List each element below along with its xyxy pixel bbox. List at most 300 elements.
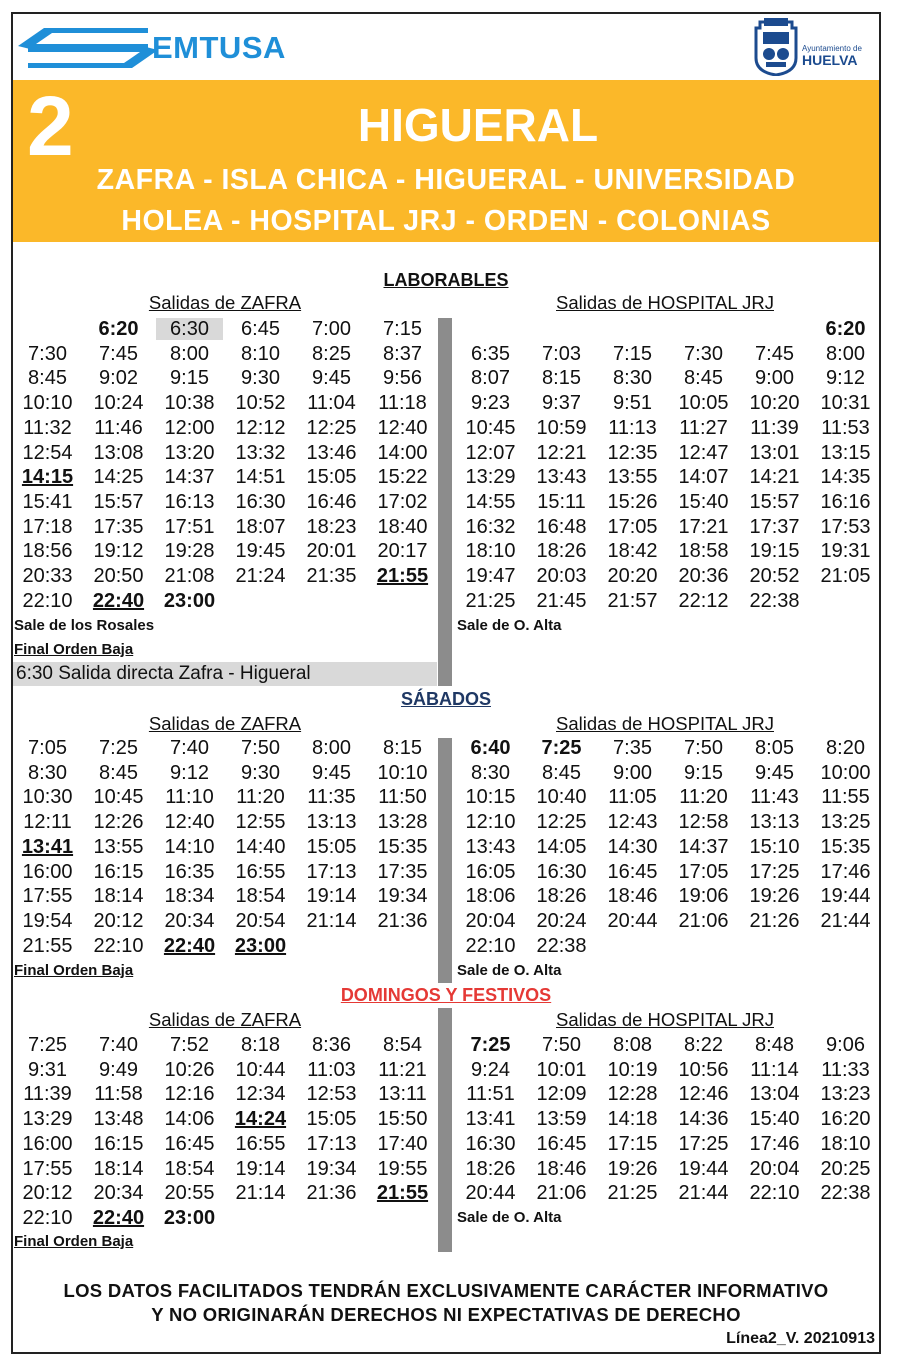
- departure-time: 12:28: [607, 1083, 658, 1106]
- departure-time: 9:00: [755, 367, 794, 390]
- departure-time: 21:24: [235, 565, 286, 587]
- departure-time: 22:38: [536, 934, 587, 957]
- departure-time: 11:39: [23, 1083, 72, 1106]
- departure-time: 15:57: [93, 490, 144, 513]
- departure-time: 16:00: [22, 1132, 73, 1155]
- note-final-orden-baja: Final Orden Baja: [14, 641, 134, 658]
- departure-time: 17:25: [678, 1132, 729, 1155]
- departure-time: 23:00: [163, 1206, 216, 1229]
- timetable-row: [12, 589, 438, 613]
- departure-time: 12:12: [235, 416, 286, 439]
- departure-time: 11:53: [821, 416, 870, 439]
- departure-time: 8:15: [383, 737, 422, 759]
- departure-time: 8:22: [684, 1034, 723, 1056]
- departure-time: 9:45: [312, 367, 351, 390]
- route-line-1: ZAFRA - ISLA CHICA - HIGUERAL - UNIVERSIDAD: [96, 164, 796, 196]
- departure-time: 8:30: [28, 761, 67, 784]
- departure-time: 11:32: [23, 416, 72, 439]
- departure-time: 12:47: [678, 441, 729, 464]
- laborables-right-heading: Salidas de HOSPITAL JRJ: [556, 292, 774, 313]
- departure-time: 20:55: [164, 1182, 215, 1205]
- departure-time: 17:55: [22, 885, 73, 908]
- departure-time: 15:05: [306, 466, 357, 489]
- departure-time: 7:25: [470, 1034, 511, 1056]
- disclaimer-line-1: LOS DATOS FACILITADOS TENDRÁN EXCLUSIVAMENTE CARÁCTER INFORMATIVO: [63, 1280, 829, 1301]
- departure-time: 21:06: [678, 909, 729, 932]
- departure-time: 13:46: [306, 441, 357, 464]
- departure-time: 9:24: [471, 1058, 510, 1081]
- timetable-row: [12, 835, 438, 859]
- timetable-row: [12, 1132, 438, 1156]
- departure-time: 6:20: [98, 318, 139, 340]
- timetable-row: [12, 884, 438, 908]
- departure-time: 13:41: [21, 835, 74, 858]
- departure-time: 20:20: [607, 565, 658, 587]
- departure-time: 20:36: [678, 565, 729, 587]
- departure-time: 20:04: [465, 909, 516, 932]
- departure-time: 22:10: [749, 1182, 800, 1205]
- departure-time: 17:37: [749, 515, 800, 538]
- departure-time: [668, 317, 739, 341]
- departure-time: 19:26: [607, 1157, 658, 1180]
- departure-time: [739, 934, 810, 958]
- departure-time: 7:50: [542, 1034, 581, 1056]
- timetable-row: [12, 934, 438, 958]
- departure-time: 23:00: [163, 589, 216, 612]
- departure-time: 15:22: [377, 466, 428, 489]
- departure-time: 12:16: [164, 1083, 215, 1106]
- departure-time: [597, 934, 668, 958]
- departure-time: 13:15: [820, 441, 871, 464]
- departure-time: 13:29: [465, 466, 516, 489]
- departure-time: 16:16: [820, 490, 871, 513]
- departure-time: 18:46: [536, 1157, 587, 1180]
- note-final-orden-baja: Final Orden Baja: [14, 962, 134, 979]
- departure-time: 8:10: [241, 342, 280, 365]
- departure-time: 15:40: [678, 490, 729, 513]
- departure-time: 11:27: [679, 416, 728, 439]
- departure-time: 14:37: [164, 466, 215, 489]
- departure-time: 10:45: [93, 786, 144, 809]
- departure-time: 12:11: [23, 811, 72, 834]
- departure-time: 17:05: [607, 515, 658, 538]
- line-banner: [13, 80, 879, 242]
- departure-time: 10:20: [749, 392, 800, 415]
- departure-time: 14:05: [536, 835, 587, 858]
- departure-time: 8:36: [312, 1034, 351, 1056]
- departure-time: 17:15: [607, 1132, 658, 1155]
- departure-time: 7:05: [28, 737, 67, 759]
- timetable-row: [12, 441, 438, 465]
- departure-time: 9:12: [826, 367, 865, 390]
- departure-time: 11:39: [750, 416, 799, 439]
- timetable-row: [12, 860, 438, 884]
- departure-time: 10:01: [536, 1058, 587, 1081]
- departure-time: 15:05: [306, 835, 357, 858]
- departure-time: 17:05: [678, 860, 729, 883]
- departure-time: 15:35: [377, 835, 428, 858]
- timetable-row: [455, 785, 881, 809]
- departure-time: [12, 317, 83, 341]
- departure-time: 9:12: [170, 761, 209, 784]
- departure-time: 11:20: [236, 786, 285, 809]
- departure-time: 13:01: [749, 441, 800, 464]
- timetable-row: [12, 1033, 438, 1057]
- emtusa-logo: [18, 24, 358, 72]
- departure-time: 17:18: [22, 515, 73, 538]
- departure-time: 8:54: [383, 1034, 422, 1056]
- departure-time: 18:26: [465, 1157, 516, 1180]
- domingos-left-heading: Salidas de ZAFRA: [148, 1009, 302, 1030]
- departure-time: 7:35: [613, 737, 652, 759]
- departure-time: 19:31: [820, 540, 871, 563]
- departure-time: 10:30: [22, 786, 73, 809]
- departure-time: 14:30: [607, 835, 658, 858]
- departure-time: 7:15: [383, 318, 422, 340]
- departure-time: 22:10: [22, 589, 73, 612]
- departure-time: 20:52: [749, 565, 800, 587]
- departure-time: 19:14: [235, 1157, 286, 1180]
- departure-time: 6:35: [471, 342, 510, 365]
- departure-time: 21:35: [306, 565, 357, 587]
- departure-time: 14:10: [164, 835, 215, 858]
- departure-time: 11:13: [608, 416, 657, 439]
- departure-time: 16:30: [465, 1132, 516, 1155]
- departure-time: 12:55: [235, 811, 286, 834]
- departure-time: 15:10: [749, 835, 800, 858]
- route-line-2: HOLEA - HOSPITAL JRJ - ORDEN - COLONIAS: [121, 205, 771, 237]
- departure-time: 11:51: [466, 1083, 515, 1106]
- departure-time: 22:38: [749, 589, 800, 612]
- departure-time: 16:35: [164, 860, 215, 883]
- departure-time: 16:00: [22, 860, 73, 883]
- departure-time: 20:50: [93, 565, 144, 587]
- departure-time: 18:54: [164, 1157, 215, 1180]
- departure-time: 18:06: [465, 885, 516, 908]
- departure-time: 12:35: [607, 441, 658, 464]
- departure-time: 12:58: [678, 811, 729, 834]
- departure-time: 13:29: [22, 1108, 73, 1131]
- timetable-row: [12, 1107, 438, 1131]
- departure-time: 16:32: [465, 515, 516, 538]
- departure-time: 20:12: [22, 1182, 73, 1205]
- departure-time: 16:13: [164, 490, 215, 513]
- departure-time: 15:41: [22, 490, 73, 513]
- note-sale-o-alta: Sale de O. Alta: [457, 1209, 562, 1226]
- departure-time: 17:25: [749, 860, 800, 883]
- departure-time: 6:30: [154, 317, 225, 341]
- departure-time: 14:00: [377, 441, 428, 464]
- departure-time: 14:15: [21, 466, 74, 489]
- departure-time: 10:40: [536, 786, 587, 809]
- departure-time: 20:33: [22, 565, 73, 587]
- timetable-row: [455, 1107, 881, 1131]
- departure-time: 7:25: [99, 737, 138, 759]
- departure-time: 21:36: [377, 909, 428, 932]
- departure-time: [810, 589, 881, 613]
- departure-time: 21:55: [376, 565, 429, 587]
- departure-time: 8:18: [241, 1034, 280, 1056]
- note-sale-o-alta: Sale de O. Alta: [457, 962, 562, 979]
- departure-time: 10:59: [536, 416, 587, 439]
- timetable-row: [12, 317, 438, 341]
- departure-time: 11:46: [94, 416, 143, 439]
- departure-time: [296, 1206, 367, 1230]
- departure-time: 9:00: [613, 761, 652, 784]
- coat-of-arms-icon: [754, 18, 798, 76]
- departure-time: 19:14: [306, 885, 357, 908]
- departure-time: 18:10: [820, 1132, 871, 1155]
- departure-time: 20:12: [93, 909, 144, 932]
- timetable-row: [12, 490, 438, 514]
- timetable-row: [455, 366, 881, 390]
- timetable-row: [455, 490, 881, 514]
- domingos-right-heading: Salidas de HOSPITAL JRJ: [556, 1009, 774, 1030]
- departure-time: 16:15: [93, 860, 144, 883]
- departure-time: 19:54: [22, 909, 73, 932]
- timetable-row: [455, 736, 881, 760]
- note-sale-o-alta: Sale de O. Alta: [457, 617, 562, 634]
- departure-time: 9:45: [755, 761, 794, 784]
- departure-time: 12:43: [607, 811, 658, 834]
- timetable-row: [12, 465, 438, 489]
- departure-time: 17:13: [306, 860, 357, 883]
- departure-time: 12:00: [164, 416, 215, 439]
- departure-time: 11:35: [307, 786, 356, 809]
- departure-time: [296, 934, 367, 958]
- timetable-row: [455, 465, 881, 489]
- timetable-row: [455, 835, 881, 859]
- note-final-orden-baja: Final Orden Baja: [14, 1233, 134, 1250]
- departure-time: 21:26: [749, 909, 800, 932]
- departure-time: 9:15: [170, 367, 209, 390]
- departure-time: 17:53: [820, 515, 871, 538]
- departure-time: 19:06: [678, 885, 729, 908]
- departure-time: 18:42: [607, 540, 658, 563]
- departure-time: [810, 934, 881, 958]
- departure-time: 20:54: [235, 909, 286, 932]
- departure-time: 12:53: [306, 1083, 357, 1106]
- departure-time: 12:07: [465, 441, 516, 464]
- departure-time: 13:25: [820, 811, 871, 834]
- departure-time: 11:18: [378, 392, 427, 415]
- departure-time: 12:34: [235, 1083, 286, 1106]
- timetable-row: [12, 1206, 438, 1230]
- departure-time: 14:51: [235, 466, 286, 489]
- departure-time: 15:50: [377, 1108, 428, 1131]
- departure-time: 13:43: [536, 466, 587, 489]
- timetable-row: [455, 441, 881, 465]
- timetable-row: [455, 1033, 881, 1057]
- departure-time: 14:40: [235, 835, 286, 858]
- departure-time: 7:00: [312, 318, 351, 340]
- departure-time: 16:45: [607, 860, 658, 883]
- departure-time: 13:32: [235, 441, 286, 464]
- departure-time: 12:10: [465, 811, 516, 834]
- timetable-row: [455, 564, 881, 588]
- sabados-right-heading: Salidas de HOSPITAL JRJ: [556, 713, 774, 734]
- departure-time: 10:10: [22, 392, 73, 415]
- timetable-row: [12, 810, 438, 834]
- departure-time: 8:15: [542, 367, 581, 390]
- departure-time: 19:28: [164, 540, 215, 563]
- departure-time: 10:15: [465, 786, 516, 809]
- line-name: HIGUERAL: [357, 99, 599, 151]
- departure-time: 19:34: [377, 885, 428, 908]
- timetable-row: [12, 785, 438, 809]
- departure-time: 20:17: [377, 540, 428, 563]
- departure-time: 7:30: [28, 342, 67, 365]
- departure-time: 10:44: [235, 1058, 286, 1081]
- section-title-laborables: LABORABLES: [383, 270, 509, 290]
- departure-time: 7:15: [613, 342, 652, 365]
- departure-time: 14:21: [749, 466, 800, 489]
- departure-time: 9:45: [312, 761, 351, 784]
- emtusa-arrows-icon: [18, 24, 158, 72]
- departure-time: 14:55: [465, 490, 516, 513]
- departure-time: 7:40: [170, 737, 209, 759]
- departure-time: 20:44: [607, 909, 658, 932]
- column-divider: [438, 1008, 452, 1252]
- departure-time: 22:40: [163, 934, 216, 957]
- section-title-sabados: SÁBADOS: [400, 689, 491, 709]
- departure-time: 9:37: [542, 392, 581, 415]
- version-label: Línea2_V. 20210913: [726, 1330, 875, 1347]
- departure-time: [296, 589, 367, 613]
- departure-time: 22:10: [465, 934, 516, 957]
- timetable-row: [12, 1181, 438, 1205]
- departure-time: [367, 1206, 438, 1230]
- departure-time: 11:03: [307, 1058, 356, 1081]
- departure-time: 12:25: [306, 416, 357, 439]
- departure-time: 18:14: [93, 885, 144, 908]
- departure-time: 7:25: [28, 1034, 67, 1056]
- departure-time: 6:45: [241, 318, 280, 340]
- departure-time: 11:55: [821, 786, 870, 809]
- departure-time: 21:57: [607, 589, 658, 612]
- departure-time: 11:50: [378, 786, 427, 809]
- departure-time: 12:40: [377, 416, 428, 439]
- departure-time: 12:40: [164, 811, 215, 834]
- departure-time: 13:13: [749, 811, 800, 834]
- departure-time: 17:51: [164, 515, 215, 538]
- timetable-row: [12, 366, 438, 390]
- departure-time: 13:13: [306, 811, 357, 834]
- departure-time: 18:46: [607, 885, 658, 908]
- departure-time: 19:44: [820, 885, 871, 908]
- departure-time: 20:34: [164, 909, 215, 932]
- departure-time: 7:45: [99, 342, 138, 365]
- departure-time: 19:34: [306, 1157, 357, 1180]
- timetable-row: [12, 1082, 438, 1106]
- departure-time: 15:35: [820, 835, 871, 858]
- departure-time: 7:50: [241, 737, 280, 759]
- departure-time: 9:56: [383, 367, 422, 390]
- departure-time: 6:40: [470, 737, 511, 759]
- departure-time: 14:18: [607, 1108, 658, 1131]
- timetable-row: [12, 539, 438, 563]
- departure-time: 22:10: [93, 934, 144, 957]
- departure-time: 7:45: [755, 342, 794, 365]
- departure-time: 11:58: [94, 1083, 143, 1106]
- timetable-row: [455, 1181, 881, 1205]
- departure-time: 16:30: [235, 490, 286, 513]
- departure-time: 11:14: [750, 1058, 799, 1081]
- departure-time: 15:40: [749, 1108, 800, 1131]
- departure-time: 17:21: [678, 515, 729, 538]
- sabados-left-heading: Salidas de ZAFRA: [148, 713, 302, 734]
- departure-time: 18:34: [164, 885, 215, 908]
- departure-time: 21:55: [376, 1182, 429, 1205]
- timetable-row: [12, 909, 438, 933]
- departure-time: 12:54: [22, 441, 73, 464]
- departure-time: 13:11: [378, 1083, 427, 1106]
- departure-time: 11:20: [679, 786, 728, 809]
- departure-time: 22:40: [92, 1206, 145, 1229]
- departure-time: 16:55: [235, 1132, 286, 1155]
- city-small: Ayuntamiento de: [802, 44, 862, 53]
- timetable-row: [455, 909, 881, 933]
- departure-time: 17:55: [22, 1157, 73, 1180]
- departure-time: 17:35: [93, 515, 144, 538]
- departure-time: 8:07: [471, 367, 510, 390]
- departure-time: 21:36: [306, 1182, 357, 1205]
- timetable-row: [455, 810, 881, 834]
- departure-time: [455, 317, 526, 341]
- departure-time: 18:14: [93, 1157, 144, 1180]
- departure-time: 21:05: [820, 565, 871, 587]
- disclaimer-line-2: Y NO ORIGINARÁN DERECHOS NI EXPECTATIVAS DE DERECHO: [151, 1304, 741, 1325]
- departure-time: 17:35: [377, 860, 428, 883]
- departure-time: [367, 589, 438, 613]
- departure-time: 11:04: [307, 392, 356, 415]
- timetable-row: [12, 1058, 438, 1082]
- departure-time: 6:20: [825, 318, 866, 340]
- departure-time: 19:26: [749, 885, 800, 908]
- timetable-row: [12, 564, 438, 588]
- departure-time: [668, 934, 739, 958]
- departure-time: 22:12: [678, 589, 729, 612]
- departure-time: 10:19: [607, 1058, 658, 1081]
- timetable-row: [12, 1157, 438, 1181]
- city-name: HUELVA: [802, 52, 858, 68]
- note-sale-rosales: Sale de los Rosales: [14, 617, 155, 634]
- departure-time: 10:05: [678, 392, 729, 415]
- departure-time: 8:05: [755, 737, 794, 759]
- departure-time: 20:04: [749, 1157, 800, 1180]
- departure-time: 21:44: [678, 1182, 729, 1205]
- departure-time: 9:15: [684, 761, 723, 784]
- departure-time: 14:06: [164, 1108, 215, 1131]
- departure-time: 16:30: [536, 860, 587, 883]
- timetable-row: [455, 860, 881, 884]
- departure-time: 21:14: [306, 909, 357, 932]
- departure-time: 7:50: [684, 737, 723, 759]
- departure-time: 7:40: [99, 1034, 138, 1056]
- departure-time: 21:55: [22, 934, 73, 957]
- departure-time: [367, 934, 438, 958]
- departure-time: 7:03: [542, 342, 581, 365]
- departure-time: 13:20: [164, 441, 215, 464]
- departure-time: 18:23: [306, 515, 357, 538]
- departure-time: 13:08: [93, 441, 144, 464]
- departure-time: 20:25: [820, 1157, 871, 1180]
- departure-time: 21:08: [164, 565, 215, 587]
- departure-time: 17:46: [820, 860, 871, 883]
- departure-time: 18:40: [377, 515, 428, 538]
- departure-time: 7:52: [170, 1034, 209, 1056]
- departure-time: 14:36: [678, 1108, 729, 1131]
